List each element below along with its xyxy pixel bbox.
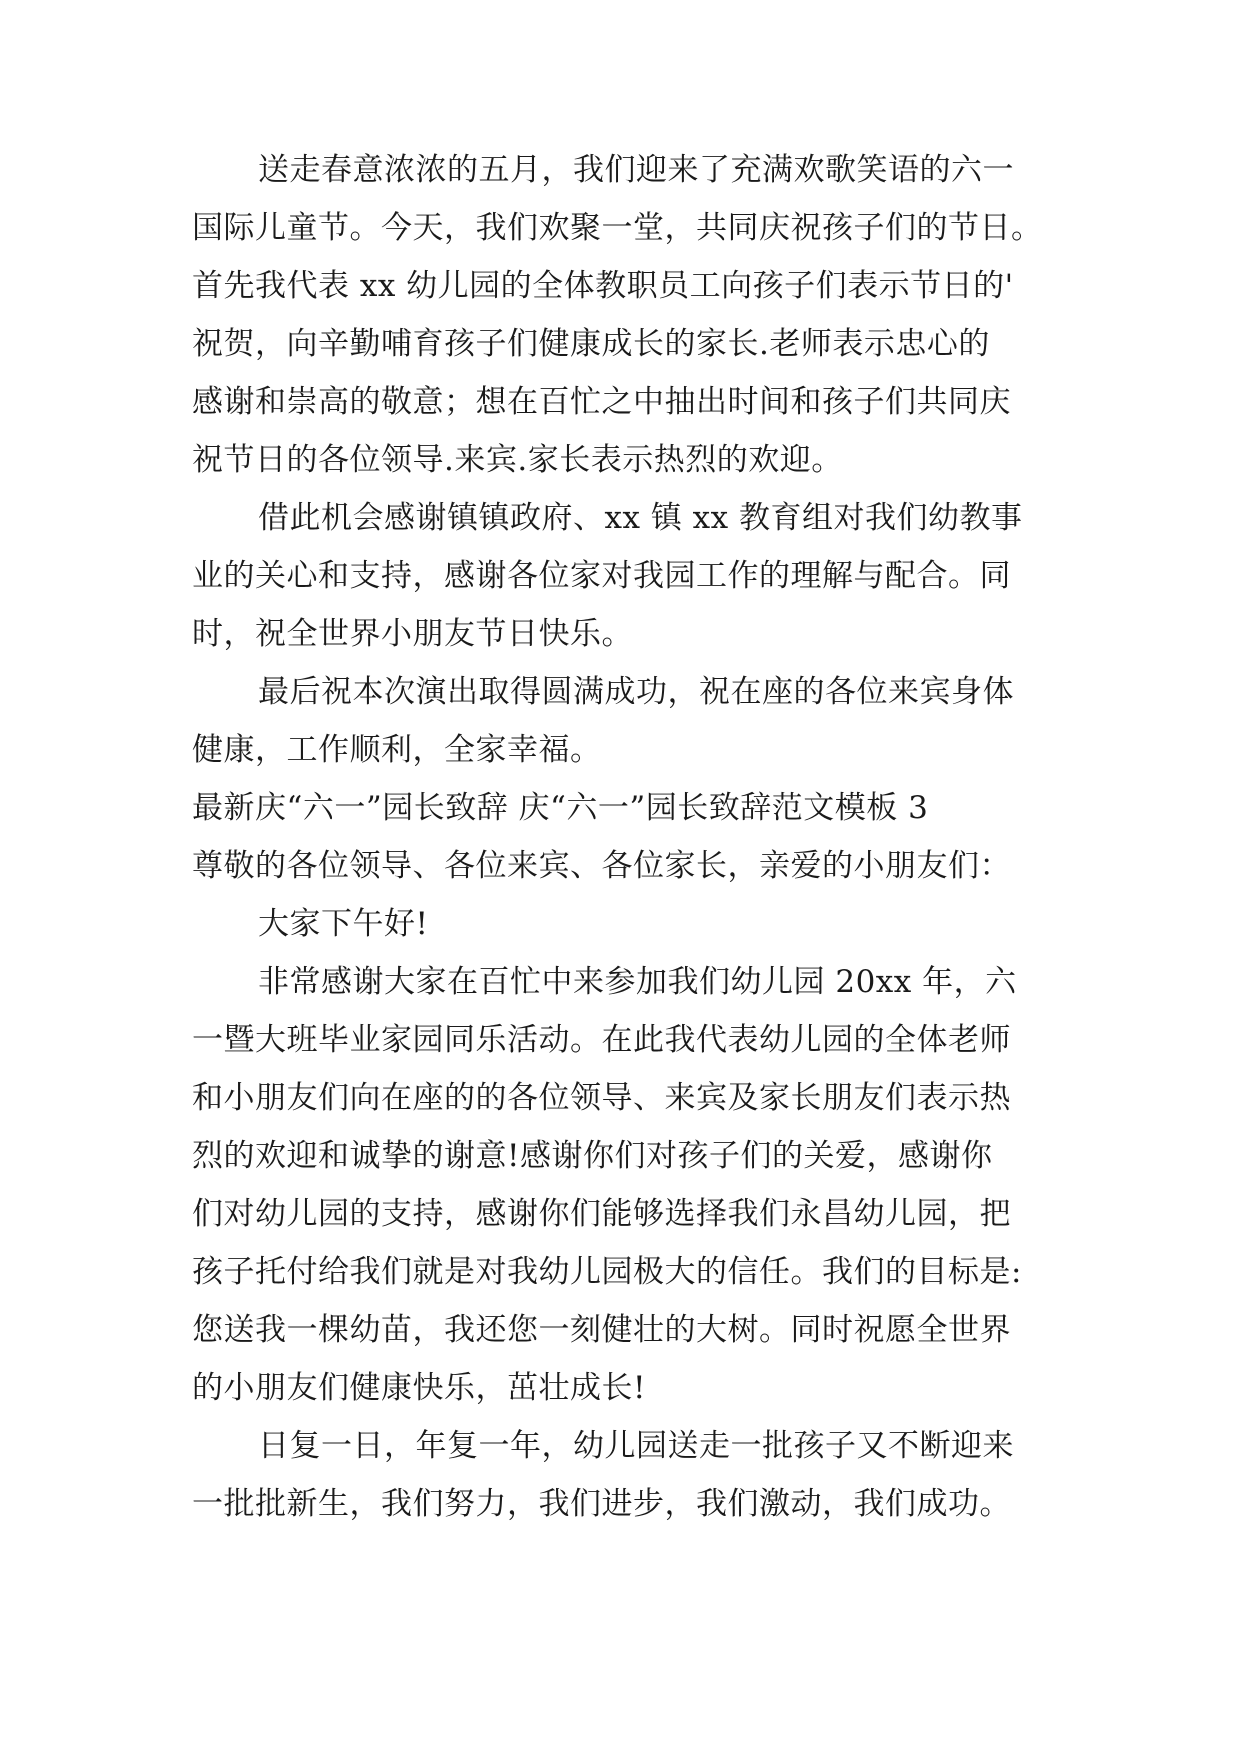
paragraph-4-line-2: 一暨大班毕业家园同乐活动。在此我代表幼儿园的全体老师 [192,1022,1011,1058]
paragraph-4-line-4: 烈的欢迎和诚挚的谢意!感谢你们对孩子们的关爱，感谢你 [192,1138,993,1174]
paragraph-5-line-1: 日复一日，年复一年，幼儿园送走一批孩子又不断迎来 [258,1428,1014,1464]
paragraph-1-line-5: 感谢和崇高的敬意；想在百忙之中抽出时间和孩子们共同庆 [192,384,1011,420]
greeting: 大家下午好! [258,906,429,942]
paragraph-4-line-8: 的小朋友们健康快乐，茁壮成长! [192,1370,646,1406]
paragraph-3-line-2: 健康，工作顺利，全家幸福。 [192,732,602,768]
paragraph-1-line-6: 祝节日的各位领导.来宾.家长表示热烈的欢迎。 [192,442,843,478]
paragraph-4-line-5: 们对幼儿园的支持，感谢你们能够选择我们永昌幼儿园，把 [192,1196,1011,1232]
paragraph-2-line-1: 借此机会感谢镇镇政府、xx 镇 xx 教育组对我们幼教事 [258,500,1023,536]
salutation: 尊敬的各位领导、各位来宾、各位家长，亲爱的小朋友们： [192,848,1011,884]
paragraph-2-line-2: 业的关心和支持，感谢各位家对我园工作的理解与配合。同 [192,558,1011,594]
paragraph-1-line-2: 国际儿童节。今天，我们欢聚一堂，共同庆祝孩子们的节日。 [192,210,1043,246]
paragraph-2-line-3: 时，祝全世界小朋友节日快乐。 [192,616,633,652]
paragraph-5-line-2: 一批批新生，我们努力，我们进步，我们激动，我们成功。 [192,1486,1011,1522]
paragraph-1-line-3: 首先我代表 xx 幼儿园的全体教职员工向孩子们表示节日的' [192,268,1014,304]
paragraph-4-line-1: 非常感谢大家在百忙中来参加我们幼儿园 20xx 年，六 [258,964,1017,1000]
paragraph-4-line-7: 您送我一棵幼苗，我还您一刻健壮的大树。同时祝愿全世界 [192,1312,1011,1348]
paragraph-1-line-1: 送走春意浓浓的五月，我们迎来了充满欢歌笑语的六一 [258,152,1014,188]
paragraph-1-line-4: 祝贺，向辛勤哺育孩子们健康成长的家长.老师表示忠心的 [192,326,990,362]
paragraph-3-line-1: 最后祝本次演出取得圆满成功，祝在座的各位来宾身体 [258,674,1014,710]
section-heading: 最新庆“六一”园长致辞 庆“六一”园长致辞范文模板 3 [192,790,929,826]
paragraph-4-line-6: 孩子托付给我们就是对我幼儿园极大的信任。我们的目标是: [192,1254,1022,1290]
paragraph-4-line-3: 和小朋友们向在座的的各位领导、来宾及家长朋友们表示热 [192,1080,1011,1116]
